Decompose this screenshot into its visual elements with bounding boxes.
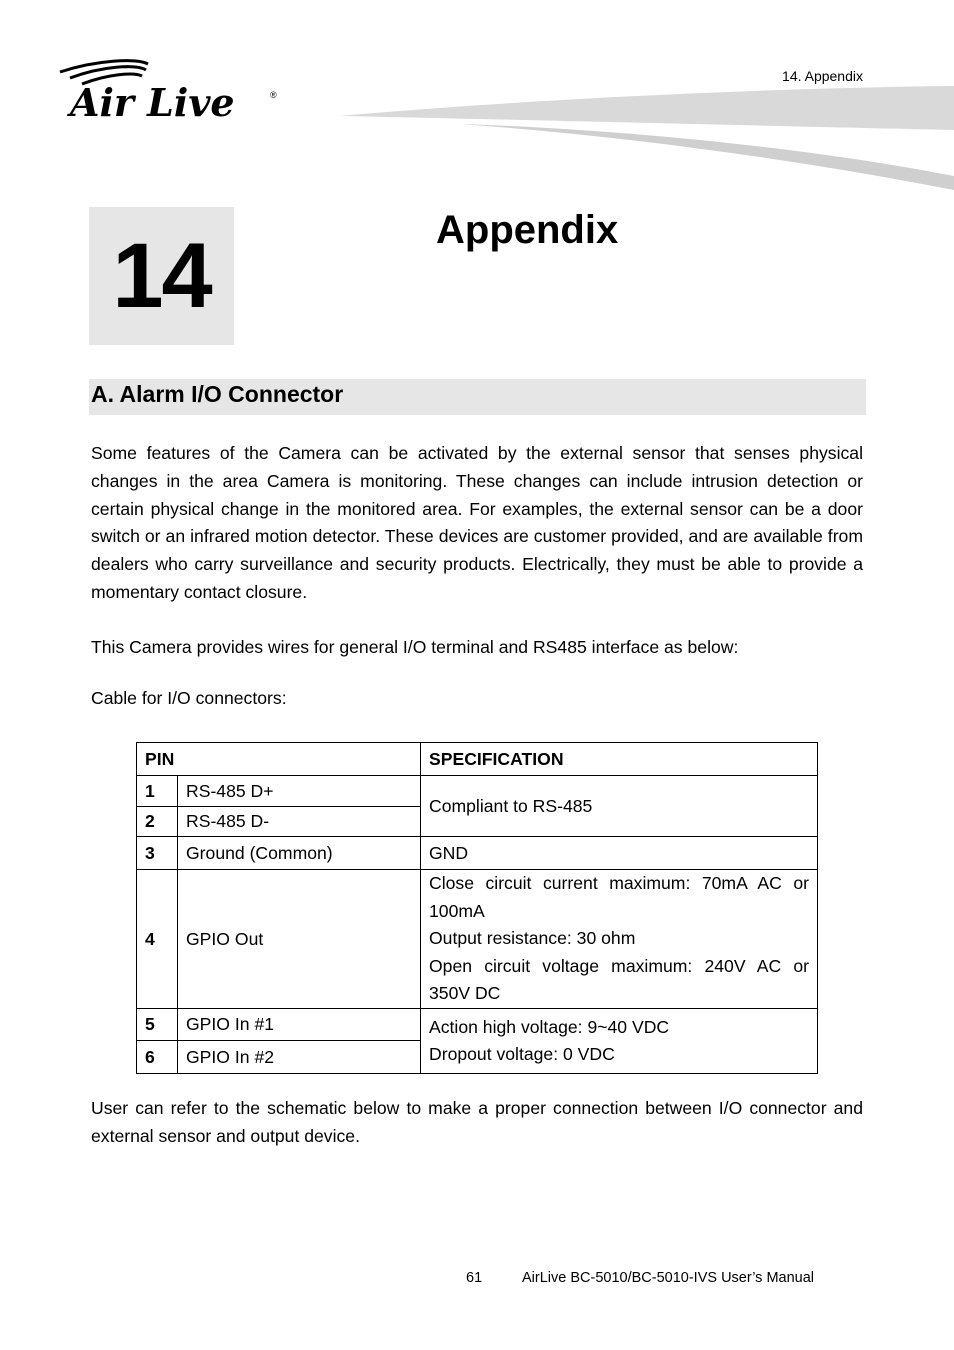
spec-line: Dropout voltage: 0 VDC bbox=[429, 1044, 615, 1064]
section-heading: A. Alarm I/O Connector bbox=[89, 379, 866, 415]
pin-name: RS-485 D- bbox=[178, 807, 421, 837]
table-header-row bbox=[137, 743, 818, 776]
table-row bbox=[137, 1009, 818, 1041]
spec-line: Open circuit voltage maximum: 240V AC or 350V DC bbox=[429, 955, 809, 1004]
page-number: 61 bbox=[466, 1270, 483, 1286]
svg-text:®: ® bbox=[270, 90, 277, 100]
spec-rs485: Compliant to RS-485 bbox=[421, 776, 818, 837]
header-specification: SPECIFICATION bbox=[421, 743, 818, 776]
spec-gpio-out bbox=[421, 870, 818, 1009]
pin-number: 2 bbox=[137, 807, 178, 837]
schematic-paragraph: User can refer to the schematic below to make a proper connection between I/O connector and external sensor and output device. bbox=[91, 1098, 863, 1146]
table-row bbox=[137, 776, 818, 807]
pin-number: 5 bbox=[137, 1009, 178, 1041]
wires-paragraph: This Camera provides wires for general I/O terminal and RS485 interface as below: bbox=[91, 637, 739, 657]
pin-name: GPIO In #1 bbox=[178, 1009, 421, 1041]
svg-text:Air Live: Air Live bbox=[70, 80, 235, 122]
chapter-number: 14 bbox=[89, 207, 234, 345]
table-row bbox=[137, 837, 818, 870]
header-swoosh-graphic bbox=[340, 80, 954, 200]
pin-name: RS-485 D+ bbox=[178, 776, 421, 807]
cable-label: Cable for I/O connectors: bbox=[91, 688, 287, 708]
pin-number: 1 bbox=[137, 776, 178, 807]
spec-line: Action high voltage: 9~40 VDC bbox=[429, 1016, 670, 1037]
spec-line: Close circuit current maximum: 70mA AC or 100mA bbox=[429, 873, 809, 921]
pin-name: GPIO In #2 bbox=[178, 1041, 421, 1074]
airlive-logo bbox=[56, 58, 286, 122]
spec-gpio-in bbox=[421, 1009, 818, 1074]
spec-line: Output resistance: 30 ohm bbox=[429, 928, 636, 949]
table-row bbox=[137, 870, 818, 1009]
header-pin: PIN bbox=[137, 743, 421, 776]
pin-number: 4 bbox=[137, 870, 178, 1009]
io-connector-table bbox=[136, 742, 818, 1074]
chapter-title: Appendix bbox=[436, 208, 619, 252]
pin-number: 6 bbox=[137, 1041, 178, 1074]
pin-name: GPIO Out bbox=[178, 870, 421, 1009]
pin-name: Ground (Common) bbox=[178, 837, 421, 870]
running-header: 14. Appendix bbox=[782, 68, 863, 84]
spec-gnd: GND bbox=[421, 837, 818, 870]
intro-paragraph: Some features of the Camera can be activated by the external sensor that senses physical changes in the area Camera is monitoring. These changes can include intrusion detection or certain physical change in the monitored area. For examples, the external sensor can be a door switch or an infrared motion detector. These devices are customer provided, and are available from dealers who carry surveillance and security products. Electrically, they must be able to provide a momentary contact closure. bbox=[91, 443, 863, 602]
pin-number: 3 bbox=[137, 837, 178, 870]
manual-title: AirLive BC-5010/BC-5010-IVS User’s Manual bbox=[522, 1270, 815, 1286]
